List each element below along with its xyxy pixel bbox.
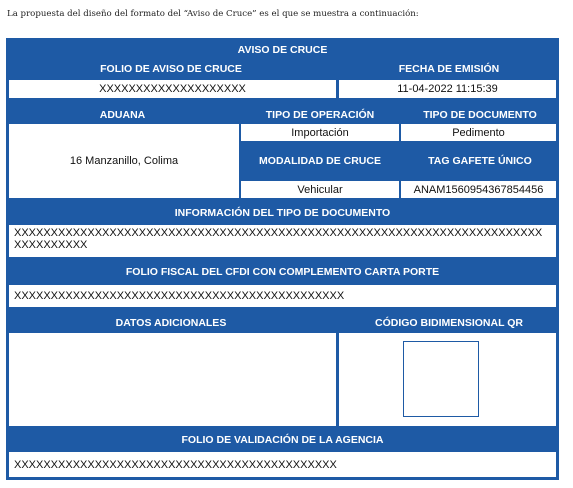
datos-adicionales-value — [9, 333, 336, 426]
folio-aviso-label: FOLIO DE AVISO DE CRUCE — [6, 60, 336, 77]
folio-validacion-label: FOLIO DE VALIDACIÓN DE LA AGENCIA — [6, 431, 559, 448]
folio-fiscal-value: XXXXXXXXXXXXXXXXXXXXXXXXXXXXXXXXXXXXXXXXXXXXX — [9, 285, 556, 307]
info-tipo-documento-value: XXXXXXXXXXXXXXXXXXXXXXXXXXXXXXXXXXXXXXXXXXXXXXXXXXXXXXXXXXXXXXXXXXXXXXXXXXXXXXXXXX — [9, 225, 556, 257]
aduana-label: ADUANA — [6, 106, 239, 123]
folio-aviso-value: XXXXXXXXXXXXXXXXXXXX — [9, 80, 336, 98]
datos-adicionales-label: DATOS ADICIONALES — [6, 314, 336, 331]
folio-validacion-value: XXXXXXXXXXXXXXXXXXXXXXXXXXXXXXXXXXXXXXXXXXXX — [9, 452, 556, 477]
qr-code-placeholder — [403, 341, 479, 417]
form-title: AVISO DE CRUCE — [6, 41, 559, 58]
tipo-operacion-label: TIPO DE OPERACIÓN — [241, 106, 399, 123]
tag-gafete-label: TAG GAFETE ÚNICO — [401, 143, 559, 179]
info-tipo-documento-label: INFORMACIÓN DEL TIPO DE DOCUMENTO — [6, 204, 559, 221]
modalidad-cruce-value: Vehicular — [241, 181, 399, 198]
aduana-value: 16 Manzanillo, Colima — [9, 124, 239, 198]
fecha-emision-value: 11-04-2022 11:15:39 — [339, 80, 556, 98]
modalidad-cruce-label: MODALIDAD DE CRUCE — [241, 143, 399, 179]
tipo-documento-value: Pedimento — [401, 124, 556, 141]
folio-fiscal-label: FOLIO FISCAL DEL CFDI CON COMPLEMENTO CARTA PORTE — [6, 263, 559, 280]
intro-paragraph: La propuesta del diseño del formato del “Aviso de Cruce” es el que se muestra a continuación: — [7, 9, 419, 19]
tipo-operacion-value: Importación — [241, 124, 399, 141]
qr-code-label: CÓDIGO BIDIMENSIONAL QR — [339, 314, 559, 331]
fecha-emision-label: FECHA DE EMISIÓN — [339, 60, 559, 77]
tag-gafete-value: ANAM1560954367854456 — [401, 181, 556, 198]
tipo-documento-label: TIPO DE DOCUMENTO — [401, 106, 559, 123]
